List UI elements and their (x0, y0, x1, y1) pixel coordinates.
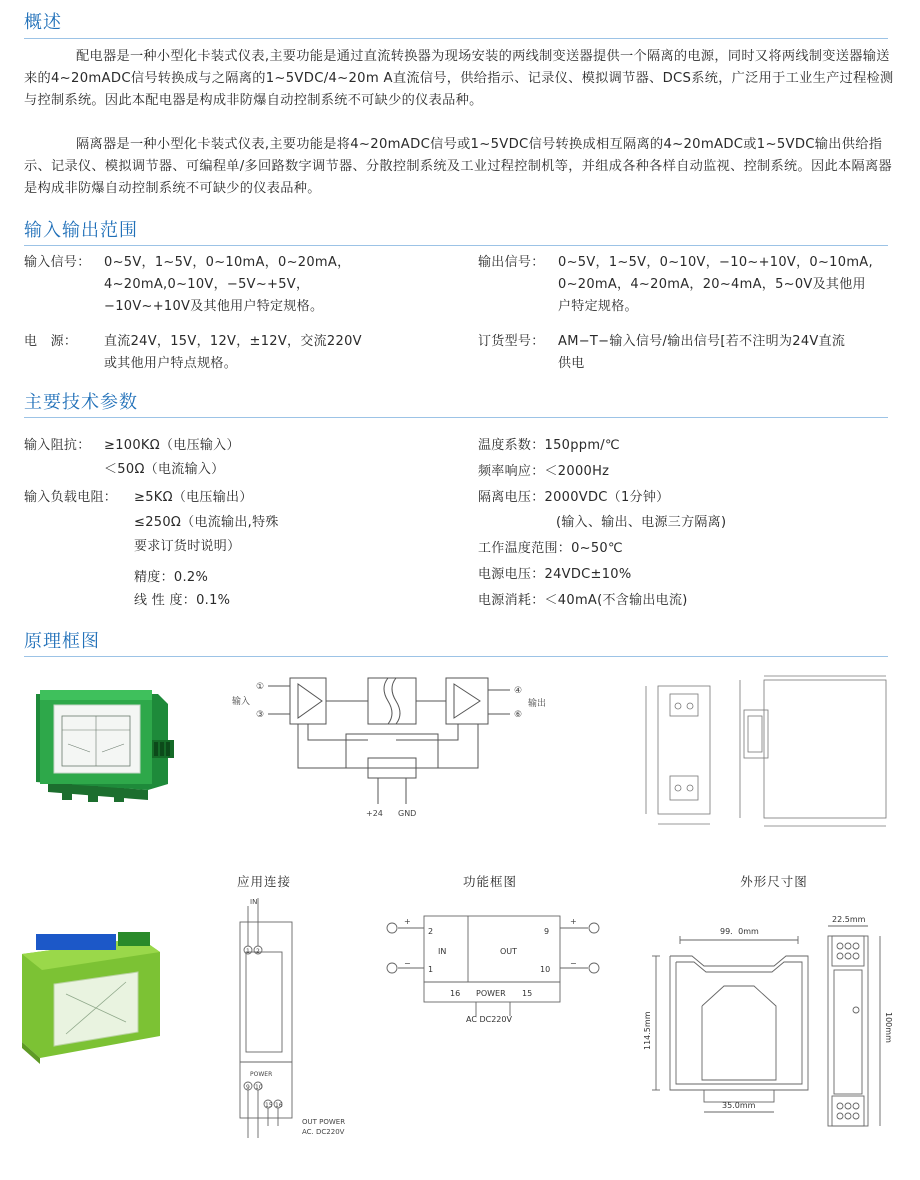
function-block-diagram (380, 910, 608, 1026)
func-terminal-1: 1 (428, 965, 434, 974)
order-model-line-2: 供电 (558, 356, 585, 371)
func-ac-label: AC DC220V (466, 1015, 512, 1024)
module-photo-green (18, 672, 186, 810)
input-impedance-line-2: ＜50Ω（电流输入） (104, 462, 225, 477)
dimension-width-22-5: 22.5mm (832, 915, 866, 924)
svg-text:+: + (570, 917, 577, 926)
application-connection-diagram (226, 892, 376, 1148)
app-terminal-9: 9 (246, 1084, 250, 1091)
module-outline-drawings (636, 668, 898, 838)
svg-text:+: + (404, 917, 411, 926)
io-rule (24, 245, 888, 246)
overview-rule (24, 38, 888, 39)
power-line-1: 直流24V，15V，12V，±12V，交流220V (104, 334, 362, 349)
func-out-label: OUT (500, 947, 518, 956)
block-diagram-heading: 原理框图 (24, 631, 100, 652)
schematic-terminal-4: ④ (514, 686, 523, 696)
input-impedance-label: 输入阻抗： (24, 438, 91, 453)
app-terminal-16: 16 (275, 1102, 283, 1109)
power-line-2: 或其他用户特点规格。 (104, 356, 238, 371)
caption-function-diagram: 功能框图 (462, 874, 517, 889)
app-in-label: IN (250, 898, 258, 906)
schematic-out-label: 输出 (528, 699, 547, 709)
order-model-line-1: AM−T−输入信号/输出信号[若不注明为24V直流 (558, 334, 846, 349)
output-signal-line-1: 0~5V，1~5V，0~10V，−10~+10V，0~10mA, (558, 255, 873, 270)
outline-dimension-drawing (632, 910, 900, 1140)
schematic-gnd-label: GND (398, 809, 417, 818)
schematic-terminal-3: ③ (256, 710, 265, 720)
schematic-24v-label: +24 (366, 809, 383, 818)
app-terminal-2: 2 (256, 948, 260, 955)
io-heading: 输入输出范围 (24, 220, 138, 241)
load-resistance-label: 输入负载电阻： (24, 490, 118, 505)
dimension-base-35: 35.0mm (722, 1101, 756, 1110)
input-signal-label: 输入信号： (24, 255, 91, 270)
app-out-power-label: OUT POWER (302, 1118, 346, 1126)
isolation-note: (输入、输出、电源三方隔离) (556, 515, 727, 530)
caption-outline-dimensions: 外形尺寸图 (740, 874, 808, 889)
specs-heading: 主要技术参数 (24, 392, 138, 413)
output-signal-line-2: 0~20mA，4~20mA，20~4mA，5~0V及其他用 (558, 277, 866, 292)
app-terminal-10: 10 (255, 1084, 263, 1091)
overview-heading: 概述 (24, 12, 62, 33)
func-terminal-16: 16 (450, 989, 461, 998)
dimension-width-99: 99．0mm (720, 927, 759, 936)
schematic-terminal-6: ⑥ (514, 710, 523, 720)
load-resistance-line-1: ≥5KΩ（电压输出） (134, 490, 253, 505)
specs-rule (24, 417, 888, 418)
accuracy: 精度：0.2% (134, 570, 209, 585)
func-power-label: POWER (476, 989, 506, 998)
dimension-height-114-5: 114.5mm (643, 1011, 652, 1050)
output-signal-line-3: 户特定规格。 (558, 299, 638, 314)
isolation-voltage: 隔离电压：2000VDC（1分钟） (478, 490, 670, 505)
overview-para-1: 配电器是一种小型化卡装式仪表,主要功能是通过直流转换器为现场安装的两线制变送器提供一个隔离的电源，同时又将两线制变送器输送来的4~20mADC信号转换成与之隔离的1~5VDC/4~20m A直流信号，供给指示、记录仪、模拟调节器、DCS系统，广泛用于工业生产过程检测与控制系统。因此本配电器是构成非防爆自动控制系统不可缺少的仪表品种。 (24, 49, 894, 108)
temp-coefficient: 温度系数：150ppm/℃ (478, 438, 620, 453)
caption-application: 应用连接 (236, 874, 291, 889)
func-in-label: IN (438, 947, 447, 956)
svg-text:−: − (570, 959, 577, 968)
output-signal-label: 输出信号： (478, 255, 545, 270)
func-terminal-15: 15 (522, 989, 533, 998)
func-terminal-9: 9 (544, 927, 550, 936)
input-impedance-line-1: ≥100KΩ（电压输入） (104, 438, 240, 453)
isolator-schematic (228, 666, 558, 826)
overview-para-2: 隔离器是一种小型化卡装式仪表,主要功能是将4~20mADC信号或1~5VDC信号转换成相互隔离的4~20mADC或1~5VDC输出供给指示、记录仪、模拟调节器、可编程单/多回路数字调节器、分散控制系统及工业过程控制机等，并组成各种各样自动监视、控制系统。因此本隔离器是构成非防爆自动控制系统不可缺少的仪表品种。 (24, 137, 892, 196)
load-resistance-line-2: ≤250Ω（电流输出,特殊 (134, 515, 279, 530)
app-terminal-15: 15 (265, 1102, 273, 1109)
schematic-in-label: 输入 (232, 697, 251, 707)
power-label: 电 源： (24, 334, 78, 349)
working-temperature: 工作温度范围：0~50℃ (478, 541, 623, 556)
module-photo-lime (14, 924, 164, 1064)
frequency-response: 频率响应：＜2000Hz (478, 464, 610, 479)
svg-text:−: − (404, 959, 411, 968)
func-terminal-10: 10 (540, 965, 551, 974)
app-ac-dc-label: AC. DC220V (302, 1128, 345, 1136)
app-terminal-1: 1 (246, 948, 250, 955)
order-model-label: 订货型号： (478, 334, 545, 349)
load-resistance-line-3: 要求订货时说明） (134, 539, 241, 554)
app-power-label: POWER (250, 1071, 273, 1078)
block-diagram-rule (24, 656, 888, 657)
input-signal-line-3: −10V~+10V及其他用户特定规格。 (104, 299, 324, 314)
supply-consumption: 电源消耗：＜40mA(不含输出电流) (478, 593, 688, 608)
linearity: 线 性 度：0.1% (134, 593, 231, 608)
func-terminal-2: 2 (428, 927, 434, 936)
supply-voltage: 电源电压：24VDC±10% (478, 567, 632, 582)
input-signal-line-1: 0~5V，1~5V，0~10mA，0~20mA， (104, 255, 351, 270)
dimension-height-100: 100mm (884, 1012, 893, 1043)
schematic-terminal-1: ① (256, 682, 265, 692)
input-signal-line-2: 4~20mA,0~10V，−5V~+5V， (104, 277, 310, 292)
